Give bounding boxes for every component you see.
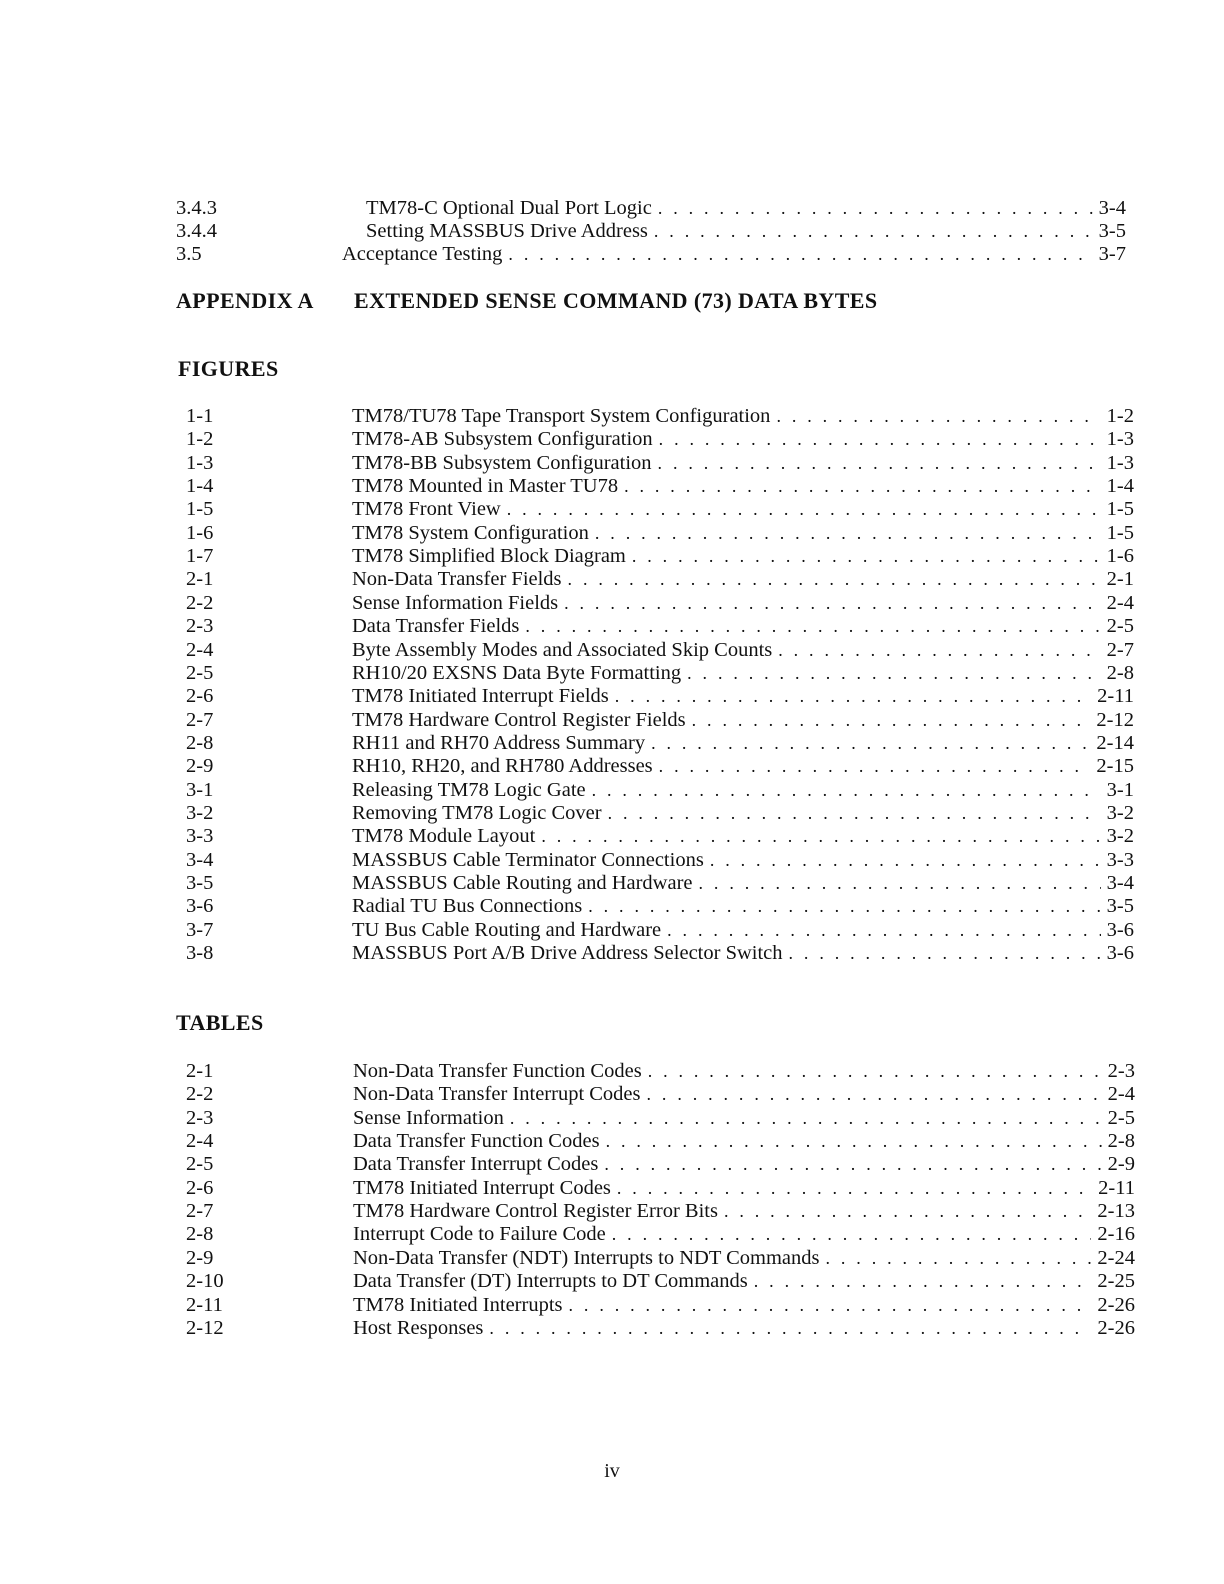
dot-leader xyxy=(667,918,1101,942)
figure-entry xyxy=(352,497,1134,521)
figure-title: RH11 and RH70 Address Summary xyxy=(352,731,646,754)
figure-title: TM78 System Configuration xyxy=(352,521,589,544)
dot-leader xyxy=(778,638,1100,662)
table-page: 2-9 xyxy=(1107,1153,1135,1176)
figure-page: 2-8 xyxy=(1106,661,1134,684)
figure-title: TM78 Mounted in Master TU78 xyxy=(352,475,619,498)
figure-number: 1-3 xyxy=(186,451,214,474)
entry-page: 3-7 xyxy=(1098,243,1126,265)
dot-leader xyxy=(659,754,1091,778)
table-number: 2-6 xyxy=(186,1176,214,1199)
figure-row xyxy=(186,404,1134,428)
table-row xyxy=(186,1293,1135,1317)
figure-row xyxy=(186,591,1134,615)
figure-title: TM78/TU78 Tape Transport System Configuration xyxy=(352,405,771,427)
figure-row xyxy=(186,521,1134,545)
table-page: 2-8 xyxy=(1107,1130,1135,1153)
table-title: Non-Data Transfer Function Codes xyxy=(353,1060,642,1082)
figure-title: RH10/20 EXSNS Data Byte Formatting xyxy=(352,661,682,684)
table-entry xyxy=(353,1129,1135,1153)
entry-line xyxy=(366,196,1126,220)
figure-entry xyxy=(352,824,1134,848)
figure-number: 2-7 xyxy=(186,708,214,731)
figure-row xyxy=(186,567,1134,591)
table-number: 2-8 xyxy=(186,1223,214,1246)
figure-row xyxy=(186,918,1134,942)
figure-page: 1-3 xyxy=(1106,428,1134,451)
dot-leader xyxy=(507,497,1101,521)
figure-entry xyxy=(352,474,1134,498)
table-number: 2-7 xyxy=(186,1200,214,1223)
appendix-label: APPENDIX A xyxy=(176,288,314,313)
dot-leader xyxy=(489,1316,1091,1340)
table-row xyxy=(186,1176,1135,1200)
figure-row xyxy=(186,731,1134,755)
table-row xyxy=(186,1269,1135,1293)
dot-leader xyxy=(754,1269,1092,1293)
figure-page: 3-6 xyxy=(1106,918,1134,941)
entry-title: Setting MASSBUS Drive Address xyxy=(366,220,648,242)
entry-title: TM78-C Optional Dual Port Logic xyxy=(366,197,652,219)
dot-leader xyxy=(508,242,1092,266)
figure-title: TM78-AB Subsystem Configuration xyxy=(352,428,653,451)
entry-page: 3-4 xyxy=(1098,197,1126,219)
figure-entry xyxy=(352,661,1134,685)
figures-heading: FIGURES xyxy=(178,356,279,381)
table-number: 2-2 xyxy=(186,1083,214,1106)
figure-row xyxy=(186,544,1134,568)
figure-number: 3-8 xyxy=(186,942,214,965)
figure-page: 2-4 xyxy=(1106,591,1134,614)
figure-title: TM78 Simplified Block Diagram xyxy=(352,545,626,568)
dot-leader xyxy=(654,219,1093,243)
figure-number: 2-1 xyxy=(186,568,214,591)
figure-title: Radial TU Bus Connections xyxy=(352,895,583,918)
figure-number: 3-5 xyxy=(186,872,214,894)
toc-row-3-5 xyxy=(176,242,1126,266)
dot-leader xyxy=(612,1222,1092,1246)
table-title: Data Transfer Interrupt Codes xyxy=(353,1153,599,1176)
table-row xyxy=(186,1246,1135,1270)
figure-number: 1-6 xyxy=(186,521,214,544)
dot-leader xyxy=(826,1246,1092,1270)
dot-leader xyxy=(617,1176,1092,1200)
table-title: Host Responses xyxy=(353,1316,484,1339)
figure-entry xyxy=(352,684,1134,708)
table-page: 2-25 xyxy=(1097,1270,1135,1293)
figure-row xyxy=(186,684,1134,708)
figure-row xyxy=(186,801,1134,825)
figure-title: MASSBUS Port A/B Drive Address Selector Switch xyxy=(352,942,783,965)
table-number: 2-10 xyxy=(186,1270,224,1293)
figure-entry xyxy=(352,894,1134,918)
dot-leader xyxy=(588,894,1100,918)
figure-entry xyxy=(352,638,1134,662)
dot-leader xyxy=(648,1059,1102,1083)
entry-title: Acceptance Testing xyxy=(342,243,503,265)
figure-number: 3-6 xyxy=(186,895,214,918)
figure-entry xyxy=(352,708,1134,732)
table-title: TM78 Initiated Interrupts xyxy=(353,1293,563,1316)
dot-leader xyxy=(624,474,1101,498)
figure-row xyxy=(186,941,1134,965)
dot-leader xyxy=(659,427,1101,451)
figure-title: MASSBUS Cable Terminator Connections xyxy=(352,848,704,871)
table-entry xyxy=(353,1059,1135,1083)
dot-leader xyxy=(510,1106,1102,1130)
table-entry xyxy=(353,1152,1135,1176)
dot-leader xyxy=(608,801,1101,825)
toc-row-3-4-3 xyxy=(176,196,1126,220)
table-entry xyxy=(353,1269,1135,1293)
figure-entry xyxy=(352,614,1134,638)
dot-leader xyxy=(647,1082,1102,1106)
table-row xyxy=(186,1129,1135,1153)
figure-number: 1-5 xyxy=(186,498,214,521)
table-row xyxy=(186,1222,1135,1246)
figure-page: 1-2 xyxy=(1106,405,1134,427)
figure-title: MASSBUS Cable Routing and Hardware xyxy=(352,872,693,894)
table-number: 2-5 xyxy=(186,1153,214,1176)
figure-entry xyxy=(352,941,1134,965)
figure-row xyxy=(186,427,1134,451)
dot-leader xyxy=(604,1152,1101,1176)
figure-page: 3-1 xyxy=(1106,778,1134,801)
figure-number: 1-1 xyxy=(186,405,214,427)
figure-entry xyxy=(352,404,1134,428)
page-number: iv xyxy=(604,1460,620,1482)
figure-number: 3-3 xyxy=(186,825,214,848)
dot-leader xyxy=(699,871,1101,895)
figure-page: 1-4 xyxy=(1106,475,1134,498)
figure-number: 2-4 xyxy=(186,638,214,661)
dot-leader xyxy=(632,544,1101,568)
dot-leader xyxy=(569,1293,1092,1317)
table-page: 2-26 xyxy=(1097,1293,1135,1316)
figure-row xyxy=(186,778,1134,802)
figure-entry xyxy=(352,778,1134,802)
figure-title: TM78-BB Subsystem Configuration xyxy=(352,451,652,474)
table-entry xyxy=(353,1106,1135,1130)
table-page: 2-16 xyxy=(1097,1223,1135,1246)
figure-page: 2-5 xyxy=(1106,615,1134,638)
figure-entry xyxy=(352,918,1134,942)
table-entry xyxy=(353,1199,1135,1223)
figure-number: 2-8 xyxy=(186,731,214,754)
figure-title: Byte Assembly Modes and Associated Skip Counts xyxy=(352,638,773,661)
table-title: TM78 Initiated Interrupt Codes xyxy=(353,1176,611,1199)
dot-leader xyxy=(789,941,1101,965)
table-row xyxy=(186,1106,1135,1130)
table-page: 2-13 xyxy=(1097,1200,1135,1223)
figure-title: TM78 Hardware Control Register Fields xyxy=(352,708,686,731)
figure-page: 1-3 xyxy=(1106,451,1134,474)
figure-entry xyxy=(352,521,1134,545)
dot-leader xyxy=(687,661,1101,685)
figure-number: 1-2 xyxy=(186,428,214,451)
figure-row xyxy=(186,871,1134,895)
table-title: Data Transfer (DT) Interrupts to DT Commands xyxy=(353,1270,748,1293)
figure-entry xyxy=(352,427,1134,451)
tables-heading: TABLES xyxy=(176,1010,264,1035)
figure-page: 3-2 xyxy=(1106,801,1134,824)
entry-line xyxy=(366,219,1126,243)
table-title: Interrupt Code to Failure Code xyxy=(353,1223,606,1246)
entry-number: 3.4.3 xyxy=(176,197,217,219)
toc-row-3-4-4 xyxy=(176,219,1126,243)
table-page: 2-4 xyxy=(1107,1083,1135,1106)
figure-row xyxy=(186,848,1134,872)
dot-leader xyxy=(658,196,1093,220)
figure-row xyxy=(186,614,1134,638)
table-page: 2-5 xyxy=(1107,1106,1135,1129)
figure-page: 2-11 xyxy=(1097,685,1134,708)
figure-title: TM78 Initiated Interrupt Fields xyxy=(352,685,609,708)
table-entry xyxy=(353,1246,1135,1270)
figure-row xyxy=(186,754,1134,778)
figure-page: 3-4 xyxy=(1106,872,1134,894)
table-title: Non-Data Transfer Interrupt Codes xyxy=(353,1083,641,1106)
table-entry xyxy=(353,1316,1135,1340)
figure-page: 2-12 xyxy=(1096,708,1134,731)
dot-leader xyxy=(606,1129,1102,1153)
dot-leader xyxy=(776,404,1100,428)
figure-page: 3-2 xyxy=(1106,825,1134,848)
figure-page: 1-6 xyxy=(1106,545,1134,568)
table-page: 2-11 xyxy=(1098,1176,1135,1199)
figure-title: TM78 Front View xyxy=(352,498,501,521)
dot-leader xyxy=(595,521,1101,545)
figure-page: 1-5 xyxy=(1106,498,1134,521)
table-row xyxy=(186,1152,1135,1176)
figure-entry xyxy=(352,731,1134,755)
figure-title: Sense Information Fields xyxy=(352,591,559,614)
table-number: 2-1 xyxy=(186,1060,214,1082)
figure-entry xyxy=(352,754,1134,778)
figure-title: TM78 Module Layout xyxy=(352,825,536,848)
dot-leader xyxy=(651,731,1090,755)
figure-entry xyxy=(352,801,1134,825)
table-title: TM78 Hardware Control Register Error Bits xyxy=(353,1200,718,1223)
figure-row xyxy=(186,497,1134,521)
entry-number: 3.5 xyxy=(176,243,202,265)
table-title: Non-Data Transfer (NDT) Interrupts to NDT Commands xyxy=(353,1246,820,1269)
table-row xyxy=(186,1082,1135,1106)
figure-row xyxy=(186,661,1134,685)
figure-page: 2-14 xyxy=(1096,731,1134,754)
figure-row xyxy=(186,638,1134,662)
figure-entry xyxy=(352,544,1134,568)
dot-leader xyxy=(568,567,1101,591)
table-row xyxy=(186,1059,1135,1083)
figure-title: Data Transfer Fields xyxy=(352,615,520,638)
figure-title: Non-Data Transfer Fields xyxy=(352,568,562,591)
table-row xyxy=(186,1199,1135,1223)
figure-title: RH10, RH20, and RH780 Addresses xyxy=(352,755,653,778)
table-entry xyxy=(353,1082,1135,1106)
dot-leader xyxy=(525,614,1100,638)
table-number: 2-4 xyxy=(186,1130,214,1153)
table-entry xyxy=(353,1222,1135,1246)
table-number: 2-3 xyxy=(186,1106,214,1129)
figure-entry xyxy=(352,591,1134,615)
figure-number: 3-1 xyxy=(186,778,214,801)
figure-page: 3-6 xyxy=(1106,942,1134,965)
table-number: 2-11 xyxy=(186,1293,223,1316)
table-page: 2-3 xyxy=(1107,1060,1135,1082)
figure-number: 1-4 xyxy=(186,475,214,498)
figure-number: 2-6 xyxy=(186,685,214,708)
dot-leader xyxy=(592,778,1101,802)
figure-number: 3-2 xyxy=(186,801,214,824)
figure-number: 2-9 xyxy=(186,755,214,778)
table-number: 2-12 xyxy=(186,1316,224,1339)
figure-title: TU Bus Cable Routing and Hardware xyxy=(352,918,662,941)
dot-leader xyxy=(615,684,1091,708)
figure-entry xyxy=(352,567,1134,591)
dot-leader xyxy=(541,824,1100,848)
figure-title: Releasing TM78 Logic Gate xyxy=(352,778,586,801)
figure-row xyxy=(186,824,1134,848)
figure-entry xyxy=(352,871,1134,895)
dot-leader xyxy=(658,451,1101,475)
figure-number: 2-5 xyxy=(186,661,214,684)
figure-number: 1-7 xyxy=(186,545,214,568)
table-entry xyxy=(353,1293,1135,1317)
table-title: Sense Information xyxy=(353,1106,504,1129)
figure-page: 2-7 xyxy=(1106,638,1134,661)
figure-row xyxy=(186,451,1134,475)
figure-row xyxy=(186,708,1134,732)
dot-leader xyxy=(724,1199,1091,1223)
figure-number: 2-2 xyxy=(186,591,214,614)
figure-page: 2-1 xyxy=(1106,568,1134,591)
figure-row xyxy=(186,894,1134,918)
appendix-title: EXTENDED SENSE COMMAND (73) DATA BYTES xyxy=(354,288,878,313)
figure-page: 2-15 xyxy=(1096,755,1134,778)
figure-title: Removing TM78 Logic Cover xyxy=(352,801,602,824)
table-page: 2-26 xyxy=(1097,1316,1135,1339)
dot-leader xyxy=(692,708,1091,732)
figure-row xyxy=(186,474,1134,498)
figure-number: 3-7 xyxy=(186,918,214,941)
figure-number: 2-3 xyxy=(186,615,214,638)
figure-page: 1-5 xyxy=(1106,521,1134,544)
table-number: 2-9 xyxy=(186,1246,214,1269)
table-title: Data Transfer Function Codes xyxy=(353,1130,600,1153)
entry-page: 3-5 xyxy=(1098,220,1126,242)
entry-number: 3.4.4 xyxy=(176,220,217,242)
figure-entry xyxy=(352,848,1134,872)
figure-entry xyxy=(352,451,1134,475)
dot-leader xyxy=(710,848,1101,872)
dot-leader xyxy=(564,591,1101,615)
table-entry xyxy=(353,1176,1135,1200)
figure-page: 3-5 xyxy=(1106,895,1134,918)
table-row xyxy=(186,1316,1135,1340)
entry-line xyxy=(342,242,1126,266)
table-page: 2-24 xyxy=(1097,1246,1135,1269)
figure-number: 3-4 xyxy=(186,848,214,871)
figure-page: 3-3 xyxy=(1106,848,1134,871)
